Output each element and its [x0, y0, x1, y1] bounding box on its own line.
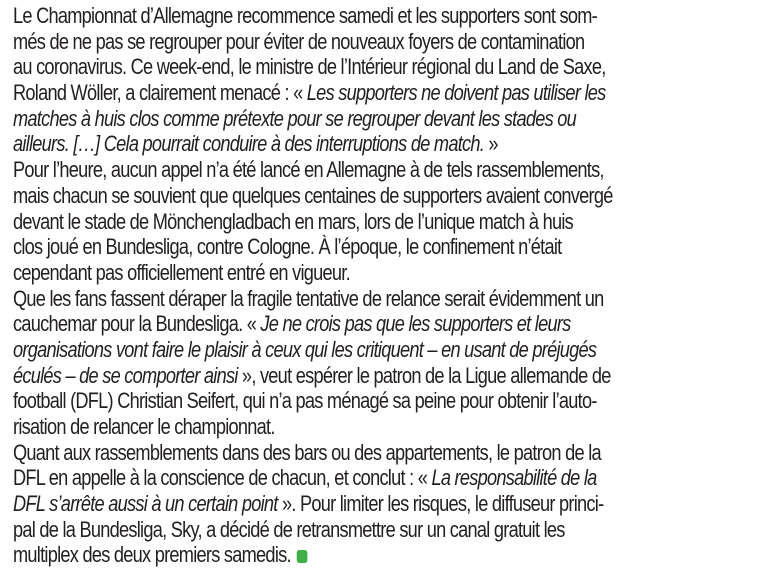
text-segment: ». Pour limiter les risques, le diffuseur princi-: [277, 491, 604, 517]
text-segment: pal de la Bundesliga, Sky, a décidé de retransmettre sur un canal gratuit les: [13, 516, 565, 542]
text-line: [13, 517, 616, 543]
text-segment: cependant pas officiellement entré en vigueur.: [13, 259, 350, 285]
text-segment: Roland Wöller, a clairement menacé : «: [13, 80, 307, 106]
text-segment: Quant aux rassemblements dans des bars ou des appartements, le patron de la: [13, 439, 601, 465]
text-line: [13, 29, 616, 55]
text-line: [13, 209, 616, 235]
text-segment: au coronavirus. Ce week-end, le ministre de l’Intérieur régional du Land de Saxe,: [13, 54, 606, 80]
text-segment: risation de relancer le championnat.: [13, 414, 275, 439]
text-line: [13, 465, 616, 491]
text-line: [13, 106, 616, 132]
text-line: [13, 260, 616, 286]
text-line: [13, 311, 616, 337]
text-line: [13, 3, 616, 29]
text-line: [13, 440, 616, 466]
text-segment: multiplex des deux premiers samedis.: [13, 542, 291, 568]
text-line: [13, 363, 616, 389]
text-segment: més de ne pas se regrouper pour éviter de nouveaux foyers de contamination: [13, 28, 585, 54]
text-line: [13, 183, 616, 209]
quote-segment: organisations vont faire le plaisir à ceux qui les critiquent – en usant de préjugés: [13, 336, 597, 362]
text-line: [13, 54, 616, 80]
text-segment: clos joué en Bundesliga, contre Cologne. À l’époque, le confinement n’était: [13, 234, 562, 260]
text-segment: mais chacun se souvient que quelques centaines de supporters avaient convergé: [13, 182, 613, 208]
text-segment: DFL en appelle à la conscience de chacun, et conclut : «: [13, 465, 432, 491]
text-segment: Que les fans fassent déraper la fragile tentative de relance serait évidemment un: [13, 285, 604, 311]
text-line: [13, 414, 616, 440]
text-line: [13, 388, 616, 414]
quote-segment: La responsabilité de la: [431, 465, 597, 491]
quote-segment: Les supporters ne doivent pas utiliser les: [306, 80, 606, 106]
text-line: [13, 80, 616, 106]
quote-segment: ailleurs. […] Cela pourrait conduire à des interruptions de match.: [13, 131, 485, 157]
text-segment: Pour l’heure, aucun appel n’a été lancé en Allemagne à de tels rassemblements,: [13, 157, 604, 183]
quote-segment: DFL s’arrête aussi à un certain point: [13, 491, 278, 517]
text-segment: », veut espérer le patron de la Ligue allemande de: [237, 362, 611, 388]
text-line: [13, 542, 616, 568]
end-mark-icon: [297, 550, 308, 563]
text-segment: football (DFL) Christian Seifert, qui n’a pas ménagé sa peine pour obtenir l’auto-: [13, 388, 597, 414]
quote-segment: matches à huis clos comme prétexte pour se regrouper devant les stades ou: [13, 105, 577, 131]
article-text: [13, 3, 748, 568]
text-segment: Le Championnat d’Allemagne recommence samedi et les supporters sont som-: [13, 3, 597, 28]
text-line: [13, 234, 616, 260]
text-line: [13, 131, 616, 157]
quote-segment: Je ne crois pas que les supporters et leurs: [260, 311, 571, 337]
text-segment: cauchemar pour la Bundesliga. «: [13, 311, 261, 337]
text-line: [13, 157, 616, 183]
text-line: [13, 286, 616, 312]
text-segment: devant le stade de Mönchengladbach en mars, lors de l’unique match à huis: [13, 208, 574, 234]
text-line: [13, 337, 616, 363]
text-segment: »: [484, 131, 498, 157]
quote-segment: éculés – de se comporter ainsi: [13, 362, 238, 388]
text-line: [13, 491, 616, 517]
